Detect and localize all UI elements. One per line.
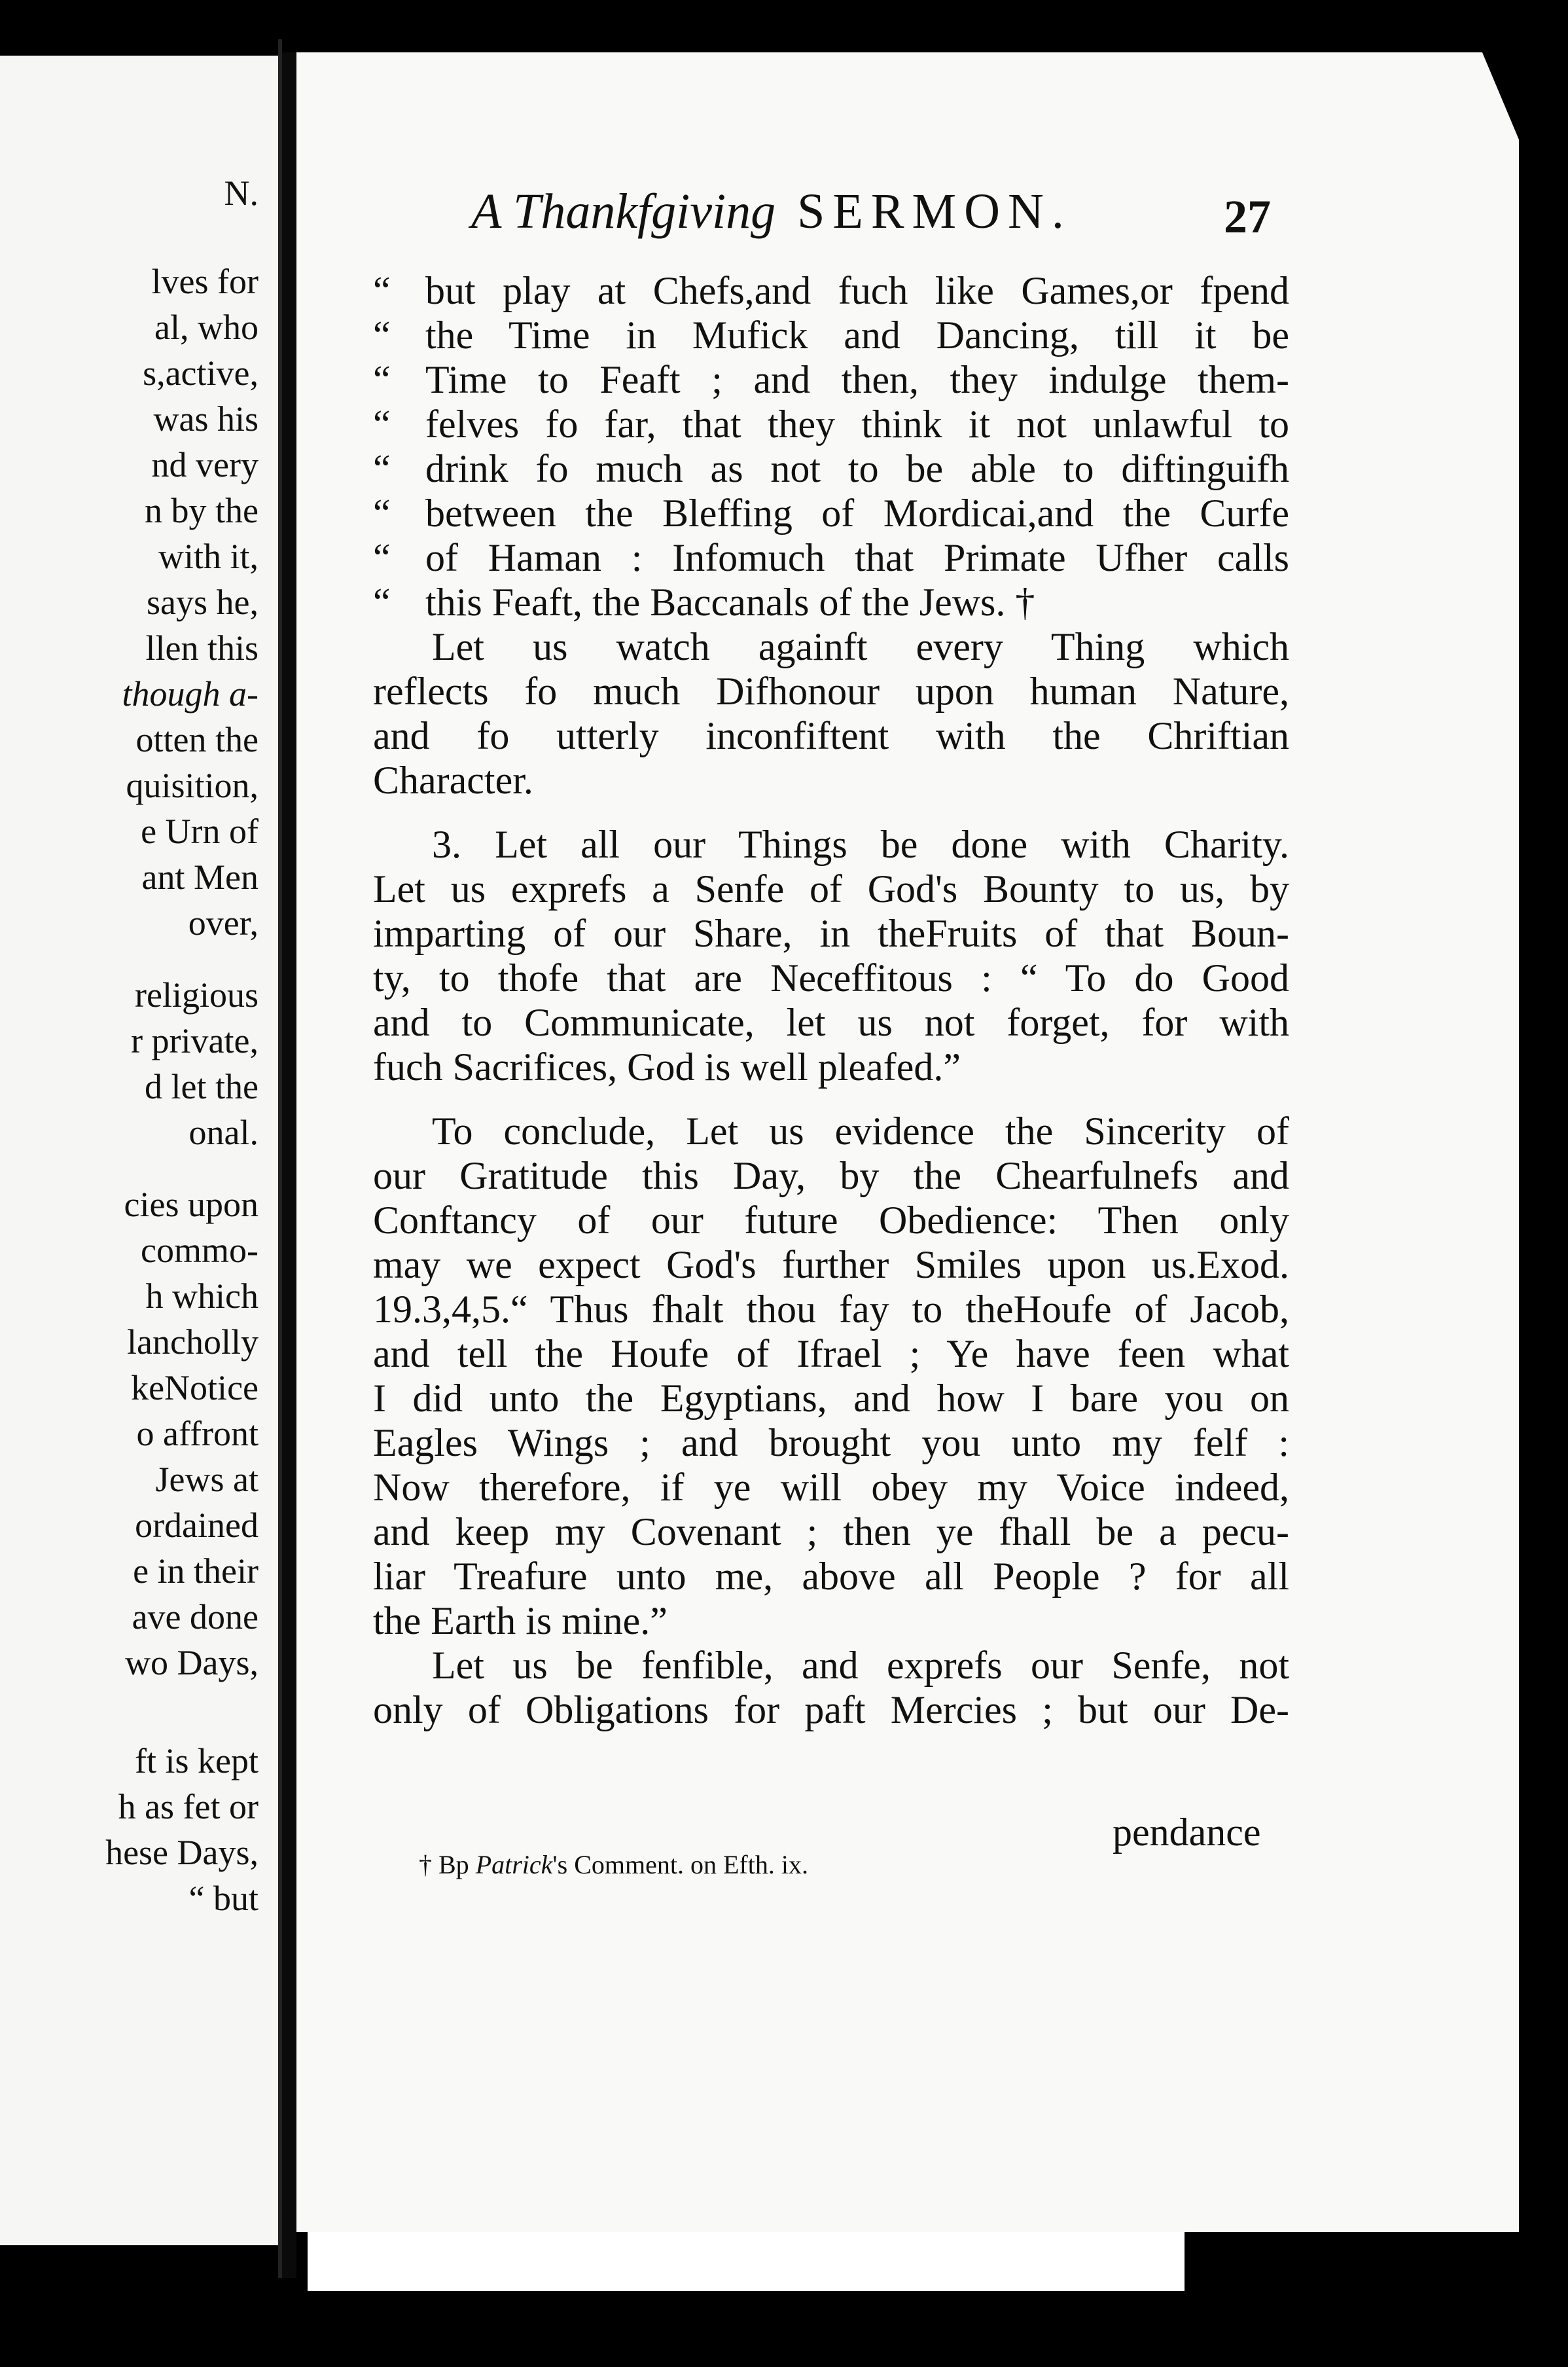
text-line: “ drink fo much as not to be able to diftinguifh [373, 446, 1289, 491]
text-line: and keep my Covenant ; then ye fhall be a pecu- [373, 1510, 1289, 1553]
footnote [419, 1849, 808, 1880]
page-number: 27 [1224, 190, 1271, 243]
text-line: our Gratitude this Day, by the Chearfulnefs and [373, 1154, 1289, 1197]
left-page-line: religious [135, 975, 258, 1015]
left-page-line: over, [188, 903, 258, 943]
left-page-line: d let the [145, 1067, 258, 1106]
text-line: ty, to thofe that are Neceffitous : “ To do Good [373, 956, 1289, 1000]
left-page-line: keNotice [131, 1368, 258, 1407]
left-page-line: onal. [188, 1113, 258, 1152]
text-line: “ the Time in Mufick and Dancing, till it be [373, 313, 1289, 357]
running-head [471, 183, 1296, 242]
text-line: may we expect God's further Smiles upon us.Exod. [373, 1243, 1289, 1286]
left-page-line: cies upon [124, 1185, 258, 1224]
left-page-line: lancholly [127, 1322, 258, 1362]
text-line: “ Time to Feaft ; and then, they indulge them- [373, 357, 1289, 402]
text-line: Character. [373, 759, 533, 802]
left-page-line: with it, [158, 537, 258, 576]
left-page-line: Jews at [155, 1460, 258, 1499]
left-page-line: h as fet or [118, 1787, 258, 1826]
left-page-line: “ but [188, 1879, 258, 1918]
body-text [373, 268, 1289, 1732]
paragraph-3 [373, 1109, 1289, 1643]
left-page-line: e in their [133, 1551, 258, 1591]
text-line: Eagles Wings ; and brought you unto my felf : [373, 1421, 1289, 1464]
footnote-name: Patrick [475, 1850, 553, 1879]
left-page-line: was his [153, 399, 258, 439]
paragraph-4 [373, 1643, 1289, 1732]
gutter-shadow [282, 52, 296, 2278]
text-line: and to Communicate, let us not forget, for with [373, 1001, 1289, 1044]
text-line: Let us watch againft every Thing which [432, 625, 1289, 668]
running-title-italic: A Thankfgiving [471, 184, 776, 239]
paragraph-1 [373, 624, 1289, 803]
left-page-line: says he, [147, 583, 258, 622]
text-line: “ of Haman : Infomuch that Primate Ufher calls [373, 535, 1289, 580]
text-line: fuch Sacrifices, God is well pleafed.” [373, 1045, 961, 1089]
left-page-line: nd very [151, 445, 258, 484]
left-page-line: s,active, [143, 353, 258, 393]
footnote-text: 's Comment. on Efth. ix. [552, 1850, 808, 1879]
text-line: I did unto the Egyptians, and how I bare you on [373, 1377, 1289, 1420]
text-line: Conftancy of our future Obedience: Then only [373, 1199, 1289, 1242]
page-bottom-strip [308, 2232, 1185, 2291]
left-page-line: al, who [154, 308, 258, 347]
footnote-mark: † Bp [419, 1850, 469, 1879]
text-line: reflects fo much Difhonour upon human Nature, [373, 670, 1289, 713]
left-page-line: wo Days, [125, 1643, 258, 1682]
text-line: “ between the Bleffing of Mordicai,and the Curfe [373, 491, 1289, 535]
quote-block [373, 268, 1289, 624]
text-line: 19.3,4,5.“ Thus fhalt thou fay to theHoufe of Jacob, [373, 1288, 1289, 1331]
left-page-line: ft is kept [135, 1741, 258, 1780]
left-page-line: though a- [122, 674, 258, 714]
text-line: and fo utterly inconfiftent with the Chriftian [373, 714, 1289, 757]
left-page-line: quisition, [126, 766, 258, 805]
left-page-line: o affront [136, 1414, 258, 1453]
text-line: and tell the Houfe of Ifrael ; Ye have feen what [373, 1332, 1289, 1375]
text-line: the Earth is mine.” [373, 1599, 668, 1642]
text-line: To conclude, Let us evidence the Sincerity of [432, 1110, 1289, 1153]
left-page-line: hese Days, [105, 1833, 258, 1872]
text-line: Let us be fenfible, and exprefs our Senfe, not [432, 1644, 1289, 1687]
left-page-line: ave done [132, 1597, 258, 1636]
running-title-caps: SERMON. [797, 184, 1072, 239]
left-page-line: r private, [131, 1021, 258, 1060]
left-page [0, 56, 282, 2245]
text-line: “ but play at Chefs,and fuch like Games,or fpend [373, 268, 1289, 313]
left-page-line: lves for [151, 262, 258, 301]
text-line: “ this Feaft, the Baccanals of the Jews. † [373, 580, 1289, 624]
left-page-line: ordained [135, 1506, 258, 1545]
left-page-line: commo- [141, 1231, 258, 1270]
left-page-line: e Urn of [141, 812, 258, 851]
text-line: Now therefore, if ye will obey my Voice indeed, [373, 1466, 1289, 1509]
text-line: Let us exprefs a Senfe of God's Bounty to us, by [373, 867, 1289, 911]
catchword: pendance [1113, 1811, 1261, 1854]
text-line: liar Treafure unto me, above all People ? for all [373, 1555, 1289, 1598]
left-page-line: otten the [135, 720, 258, 759]
text-line: imparting of our Share, in theFruits of that Boun- [373, 912, 1289, 955]
left-page-line: ant Men [141, 858, 258, 897]
left-page-line: n by the [145, 491, 258, 530]
left-page-line: N. [224, 173, 258, 213]
paragraph-2 [373, 822, 1289, 1089]
text-line: only of Obligations for paft Mercies ; but our De- [373, 1688, 1289, 1731]
left-page-line: h which [145, 1276, 258, 1316]
text-line: “ felves fo far, that they think it not unlawful to [373, 402, 1289, 446]
text-line: 3. Let all our Things be done with Charity. [432, 823, 1289, 866]
left-page-line: llen this [145, 628, 258, 668]
